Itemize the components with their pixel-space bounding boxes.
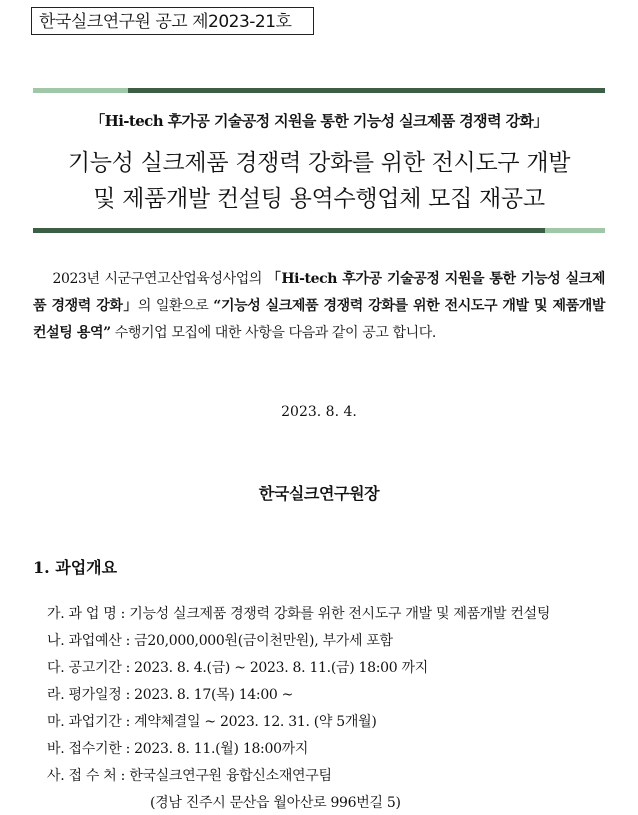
overview-address: (경남 진주시 문산읍 월아산로 996번길 5) — [150, 795, 401, 811]
notice-title-line2: 및 제품개발 컨설팅 용역수행업체 모집 재공고 — [93, 186, 545, 212]
overview-item: 바. 접수기한 : 2023. 8. 11.(월) 18:00까지 — [47, 738, 308, 758]
overview-item-value: 2023. 8. 11.(월) 18:00까지 — [134, 741, 309, 757]
decorative-bar-bottom — [33, 228, 605, 233]
overview-item: 나. 과업예산 : 금20,000,000원(금이천만원), 부가세 포함 — [47, 630, 393, 650]
decorative-bar-top — [33, 88, 605, 93]
intro-text-3: 수행기업 모집에 대한 사항을 다음과 같이 공고 합니다. — [110, 325, 436, 341]
overview-item: 다. 공고기간 : 2023. 8. 4.(금) ~ 2023. 8. 11.(금) 18:00 까지 — [47, 657, 428, 677]
intro-project-name: 「Hi-tech 후가공 기술공정 지원을 통한 기능성 실크제품 경쟁력 강화」 — [33, 271, 606, 314]
intro-service-name: “기능성 실크제품 경쟁력 강화를 위한 전시도구 개발 및 제품개발 컨설팅 용역” — [33, 298, 605, 341]
overview-item-label: 가. 과 업 명 — [47, 606, 117, 622]
intro-text-1: 2023년 시군구연고산업육성사업의 — [52, 271, 267, 287]
overview-item-label: 라. 평가일정 — [47, 687, 122, 703]
notice-date: 2023. 8. 4. — [281, 404, 357, 420]
overview-item: 마. 과업기간 : 계약체결일 ~ 2023. 12. 31. (약 5개월) — [47, 711, 377, 731]
overview-item: 라. 평가일정 : 2023. 8. 17(목) 14:00 ~ — [47, 684, 293, 704]
notice-number: 한국실크연구원 공고 제2023-21호 — [39, 12, 292, 32]
project-subtitle: 「Hi-tech 후가공 기술공정 지원을 통한 기능성 실크제품 경쟁력 강화」 — [90, 112, 548, 130]
overview-item: 사. 접 수 처 : 한국실크연구원 융합신소재연구팀 — [47, 765, 332, 785]
overview-item-label: 사. 접 수 처 — [47, 768, 117, 784]
overview-item-value: 금20,000,000원(금이천만원), 부가세 포함 — [134, 633, 393, 649]
notice-title-line1: 기능성 실크제품 경쟁력 강화를 위한 전시도구 개발 — [67, 150, 571, 176]
overview-item-value: 계약체결일 ~ 2023. 12. 31. (약 5개월) — [134, 714, 377, 730]
intro-paragraph — [33, 266, 605, 347]
overview-item-value: 2023. 8. 4.(금) ~ 2023. 8. 11.(금) 18:00 까지 — [134, 660, 428, 676]
notice-number-box — [31, 7, 314, 35]
intro-text-2: 의 일환으로 — [137, 298, 214, 314]
overview-item-label: 마. 과업기간 — [47, 714, 122, 730]
overview-item-label: 나. 과업예산 — [47, 633, 122, 649]
overview-item: 가. 과 업 명 : 기능성 실크제품 경쟁력 강화를 위한 전시도구 개발 및 제품개발 컨설팅 — [47, 603, 550, 623]
overview-item-value: 기능성 실크제품 경쟁력 강화를 위한 전시도구 개발 및 제품개발 컨설팅 — [129, 606, 551, 622]
overview-item-label: 바. 접수기한 — [47, 741, 122, 757]
issuing-organization: 한국실크연구원장 — [258, 484, 380, 503]
section-title: 1. 과업개요 — [33, 558, 118, 577]
overview-item-label: 다. 공고기간 — [47, 660, 122, 676]
overview-item-value: 2023. 8. 17(목) 14:00 ~ — [134, 687, 294, 703]
overview-item-value: 한국실크연구원 융합신소재연구팀 — [129, 768, 332, 784]
